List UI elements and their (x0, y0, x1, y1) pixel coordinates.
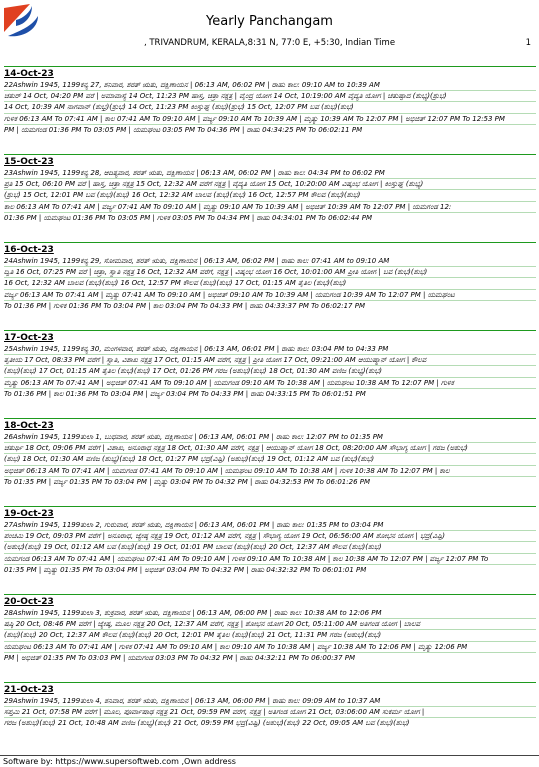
day-line: ಯಮಗಂಡ 06:13 AM To 07:41 AM | ಯಮಘಂಟ 07:41 AM To 09:10 AM | ಗುಳಿಕ 09:10 AM To 10:38 AM | ಕಾಲ 10:38 AM To 12:07 PM | ವರ್ಜ್ಯ 12:07 PM To (4, 554, 536, 565)
day-line: ದ್ವಿತಿ 16 Oct, 07:25 PM ವರೆ | ಚಿತ್ರಾ, ಸ್ವಾತಿ ನಕ್ಷತ್ರ 16 Oct, 12:32 AM ವರೆಗೆ, ನಕ್ಷತ್ರ | ವಿಷ್ಕಂಭ ಯೋಗ 16 Oct, 10:01:00 AM ಪ್ರೀತಿ ಯೋಗ | ಬವ (ಶುಭ)(ಶುಭ) (4, 267, 536, 278)
day-line: To 01:35 PM | ವರ್ಜ್ಯ 01:35 PM To 03:04 PM | ಮೃತ್ಯು 03:04 PM To 04:32 PM | ರಾಹು 04:32:53 PM To 06:01:26 PM (4, 477, 371, 486)
day-line: ಪ್ರತಿ 15 Oct, 06:10 PM ವರೆ | ಹಾಸ್ತ, ಚಿತ್ರಾ ನಕ್ಷತ್ರ 15 Oct, 12:32 AM ವರೆಗೆ ನಕ್ಷತ್ರ | ವೈದ್ಯತಿ ಯೋಗ 15 Oct, 10:20:00 AM ವಿಷ್ಕಂಭ ಯೋಗ | ಕಿಂಸ್ತುಘ್ನ (ಶುಭ್ಯ) (4, 179, 536, 190)
day-line: 01:36 PM | ಯಮಘಂಟ 01:36 PM To 03:05 PM | ಗುಳಿಕ 03:05 PM To 04:34 PM | ರಾಹು 04:34:01 PM To 06:02:44 PM (4, 213, 372, 222)
day-block (4, 418, 536, 506)
day-line: (ಶ್ರುಭ) 15 Oct, 12:01 PM ಬವ (ಶುಭ)(ಶುಭ) 16 Oct, 12:32 AM ಬಾಲವ (ಶುಭ)(ಶುಭ) 16 Oct, 12:57 PM ಕೌಲವ (ಶುಭ)(ಶುಭ) (4, 190, 536, 201)
day-line: 14 Oct, 10:39 AM ನಾಗವಾನ್ (ಶುಭ್ರ)(ಶ್ರುಭ) 14 Oct, 11:23 PM ಕಿಂಸ್ತುಘ್ನ (ಶುಭ)(ಶ್ರುಭ) 15 Oct, 12:07 PM ಬವ (ಶುಭ)(ಶುಭ) (4, 102, 536, 113)
day-line: ಯಮಘಂಟ 06:13 AM To 07:41 AM | ಗುಳಿಕ 07:41 AM To 09:10 AM | ಕಾಲ 09:10 AM To 10:38 AM | ವರ್ಜ್ಯ 10:38 AM To 12:06 PM | ಮೃತ್ಯು 12:06 PM (4, 642, 536, 653)
day-date: 16-Oct-23 (4, 245, 54, 255)
day-line: 26Ashwin 1945, 1199ತುಲಾ 1, ಬುಧವಾರ, ಶರತ್ ಋತು, ದಕ್ಷಿಣಾಯನ | 06:13 AM, 06:01 PM | ರಾಹು ಕಾಲ: 12:07 PM to 01:35 PM (4, 432, 536, 443)
day-line: ಸಪ್ತಮಿ 21 Oct, 07:58 PM ವರೆಗೆ | ಮೂಲ, ಪೂರ್ವಾಷಾಢ ನಕ್ಷತ್ರ 21 Oct, 09:59 PM ವರೆಗೆ, ನಕ್ಷತ್ರ | ಅತಿಗಂಡ ಯೋಗ 21 Oct, 03:06:00 AM ಸುಕರ್ಮ ಯೋಗ | (4, 707, 536, 718)
day-line: ಷಷ್ಠಿ 20 Oct, 08:46 PM ವರೆಗೆ | ಜ್ಯೇಷ್ಠ, ಮೂಲ ನಕ್ಷತ್ರ 20 Oct, 12:37 AM ವರೆಗೆ, ನಕ್ಷತ್ರ | ಶೋಭನ ಯೋಗ 20 Oct, 05:11:00 AM ಅತಿಗಂಡ ಯೋಗ | ಬಾಲವ (4, 619, 536, 630)
day-line: 16 Oct, 12:32 AM ಬಾಲವ (ಶುಭ)(ಶುಭ) 16 Oct, 12:57 PM ಕೌಲವ (ಶುಭ)(ಶುಭ) 17 Oct, 01:15 AM ತೈತಿಲ (ಶುಭ)(ಶುಭ) (4, 278, 536, 289)
day-block (4, 594, 536, 682)
day-date: 18-Oct-23 (4, 421, 54, 431)
day-block (4, 154, 536, 242)
day-block (4, 682, 536, 753)
day-line: (ಅಶುಭ)(ಶುಭ) 19 Oct, 01:12 AM ಬವ (ಶುಭ)(ಶುಭ) 19 Oct, 01:01 PM ಬಾಲವ (ಶುಭ)(ಶುಭ) 20 Oct, 12:37 AM ಕೌಲವ (ಶುಭ)(ಶುಭ) (4, 542, 536, 553)
day-date: 15-Oct-23 (4, 157, 54, 167)
day-line: 22Ashwin 1945, 1199ಕನ್ಯ 27, ಶನಿವಾರ, ಶರತ್ ಋತು, ದಕ್ಷಿಣಾಯನ | 06:13 AM, 06:02 PM | ರಾಹು ಕಾಲ: 09:10 AM to 10:39 AM (4, 80, 536, 91)
day-line: To 01:36 PM | ಕಾಲ 01:36 PM To 03:04 PM | ವರ್ಜ್ಯ 03:04 PM To 04:33 PM | ರಾಹು 04:33:15 PM To 06:01:51 PM (4, 389, 366, 398)
day-line: ಗುಳಿಕ 06:13 AM To 07:41 AM | ಕಾಲ 07:41 AM To 09:10 AM | ವರ್ಜ್ಯ 09:10 AM To 10:39 AM | ಮೃತ್ಯು 10:39 AM To 12:07 PM | ಅಭಿಜಿತ್ 12:07 PM To 12:53 PM (4, 114, 536, 125)
day-line: ಚತುರ್ಥಿ 18 Oct, 09:06 PM ವರೆಗೆ | ವಿಶಾಖ, ಅನೂರಾಧ ನಕ್ಷತ್ರ 18 Oct, 01:30 AM ವರೆಗೆ, ನಕ್ಷತ್ರ | ಆಯುಷ್ಮಾನ್ ಯೋಗ 18 Oct, 08:20:00 AM ಸೌಭಾಗ್ಯ ಯೋಗ | ಗರಜ (ಅಶುಭ) (4, 443, 536, 454)
day-line: 25Ashwin 1945, 1199ಕನ್ಯ 30, ಮಂಗಳವಾರ, ಶರತ್ ಋತು, ದಕ್ಷಿಣಾಯನ | 06:13 AM, 06:01 PM | ರಾಹು ಕಾಲ: 03:04 PM to 04:33 PM (4, 344, 536, 355)
day-line: (ಶುಭ) 18 Oct, 01:30 AM ವಣಿಜ (ಶುಭ್ಯ)(ಶುಭ) 18 Oct, 01:27 PM ಭದ್ರ(ವಿಷ್ಟಿ) (ಅಶುಭ)(ಶುಭ) 19 Oct, 01:12 AM ಬವ (ಶುಭ)(ಶುಭ) (4, 454, 536, 465)
day-date: 14-Oct-23 (4, 69, 54, 79)
day-block (4, 66, 536, 154)
day-line: 01:35 PM | ಮೃತ್ಯು 01:35 PM To 03:04 PM | ಅಭಿಜಿತ್ 03:04 PM To 04:32 PM | ರಾಹು 04:32:32 PM To 06:01:01 PM (4, 565, 367, 574)
day-line: 27Ashwin 1945, 1199ತುಲಾ 2, ಗುರುವಾರ, ಶರತ್ ಋತು, ದಕ್ಷಿಣಾಯನ | 06:13 AM, 06:01 PM | ರಾಹು ಕಾಲ: 01:35 PM to 03:04 PM (4, 520, 536, 531)
day-line: 28Ashwin 1945, 1199ತುಲಾ 3, ಶುಕ್ರವಾರ, ಶರತ್ ಋತು, ದಕ್ಷಿಣಾಯನ | 06:13 AM, 06:00 PM | ರಾಹು ಕಾಲ: 10:38 AM to 12:06 PM (4, 608, 536, 619)
day-line: ಪಂಚಮಿ 19 Oct, 09:03 PM ವರೆಗೆ | ಅನೂರಾಧ, ಜ್ಯೇಷ್ಠ ನಕ್ಷತ್ರ 19 Oct, 01:12 AM ವರೆಗೆ, ನಕ್ಷತ್ರ | ಸೌಭಾಗ್ಯ ಯೋಗ 19 Oct, 06:56:00 AM ಶೋಭನ ಯೋಗ | ಭದ್ರ(ವಿಷ್ಟಿ) (4, 531, 536, 542)
day-line: ಚತುರ್ 14 Oct, 04:20 PM ವರೆ | ಅಮಾವಾಸ್ಯೆ 14 Oct, 11:23 PM ಹಾಸ್ತ, ಚಿತ್ರಾ ನಕ್ಷತ್ರ | ವೈಂದ್ರ ಯೋಗ 14 Oct, 10:19:00 AM ವೈದ್ಯತಿ ಯೋಗ | ಚತುಷ್ಪಾದ (ಶುಭ್ಯ)(ಶ್ರುಭ) (4, 91, 536, 102)
day-line: ಅಭಿಜಿತ್ 06:13 AM To 07:41 AM | ಯಮಗಂಡ 07:41 AM To 09:10 AM | ಯಮಘಂಟ 09:10 AM To 10:38 AM | ಗುಳಿಕ 10:38 AM To 12:07 PM | ಕಾಲ (4, 466, 536, 477)
day-line: ಕಾಲ 06:13 AM To 07:41 AM | ವರ್ಜ್ಯ 07:41 AM To 09:10 AM | ಮೃತ್ಯು 09:10 AM To 10:39 AM | ಅಭಿಜಿತ್ 10:39 AM To 12:07 PM | ಯಮಗಂಡ 12: (4, 202, 536, 213)
day-line: PM | ಅಭಿಜಿತ್ 01:35 PM To 03:03 PM | ಯಮಗಂಡ 03:03 PM To 04:32 PM | ರಾಹು 04:32:11 PM To 06:00:37 PM (4, 653, 356, 662)
day-date: 17-Oct-23 (4, 333, 54, 343)
day-line: ವರ್ಜ್ಯ 06:13 AM To 07:41 AM | ಮೃತ್ಯು 07:41 AM To 09:10 AM | ಅಭಿಜಿತ್ 09:10 AM To 10:39 AM | ಯಮಗಂಡ 10:39 AM To 12:07 PM | ಯಮಘಂಟ (4, 290, 536, 301)
day-line: (ಶುಭ)(ಶುಭ) 17 Oct, 01:15 AM ತೈತಿಲ (ಶುಭ)(ಶುಭ) 17 Oct, 01:26 PM ಗರಜ (ಅಶುಭ)(ಶುಭ) 18 Oct, 01:30 AM ವಣಿಜ (ಶುಭ್ಯ)(ಶುಭ) (4, 366, 536, 377)
day-date: 20-Oct-23 (4, 597, 54, 607)
day-line: 29Ashwin 1945, 1199ತುಲಾ 4, ಶನಿವಾರ, ಶರತ್ ಋತು, ದಕ್ಷಿಣಾಯನ | 06:13 AM, 06:00 PM | ರಾಹು ಕಾಲ: 09:09 AM to 10:37 AM (4, 696, 536, 707)
day-date: 21-Oct-23 (4, 685, 54, 695)
day-line: To 01:36 PM | ಗುಳಿಕ 01:36 PM To 03:04 PM | ಕಾಲ 03:04 PM To 04:33 PM | ರಾಹು 04:33:37 PM To 06:02:17 PM (4, 301, 365, 310)
day-line: PM | ಯಮಗಂಡ 01:36 PM To 03:05 PM | ಯಮಘಂಟ 03:05 PM To 04:36 PM | ರಾಹು 04:34:25 PM To 06:02:11 PM (4, 125, 363, 134)
location-subtitle: , TRIVANDRUM, KERALA,8:31 N, 77:0 E, +5:30, Indian Time (143, 38, 396, 48)
day-block (4, 242, 536, 330)
day-block (4, 506, 536, 594)
day-line: (ಶುಭ)(ಶುಭ) 20 Oct, 12:37 AM ಕೌಲವ (ಶುಭ)(ಶುಭ) 20 Oct, 12:01 PM ತೈತಿಲ (ಶುಭ)(ಶುಭ) 21 Oct, 11:31 PM ಗರಜ (ಅಶುಭ)(ಶುಭ) (4, 630, 536, 641)
day-line: ತೃತೀಯ 17 Oct, 08:33 PM ವರೆಗೆ | ಸ್ವಾತಿ, ವಿಶಾಖ ನಕ್ಷತ್ರ 17 Oct, 01:15 AM ವರೆಗೆ, ನಕ್ಷತ್ರ | ಪ್ರೀತಿ ಯೋಗ 17 Oct, 09:21:00 AM ಆಯುಷ್ಮಾನ್ ಯೋಗ | ಕೌಲವ (4, 355, 536, 366)
day-list (4, 66, 536, 753)
day-line: ಮೃತ್ಯು 06:13 AM To 07:41 AM | ಅಭಿಜಿತ್ 07:41 AM To 09:10 AM | ಯಮಗಂಡ 09:10 AM To 10:38 AM | ಯಮಘಂಟ 10:38 AM To 12:07 PM | ಗುಳಿಕ (4, 378, 536, 389)
page-title: Yearly Panchangam (206, 14, 333, 29)
page-number: 1 (525, 38, 531, 48)
day-line: 24Ashwin 1945, 1199ಕನ್ಯ 29, ಸೋಮವಾರ, ಶರತ್ ಋತು, ದಕ್ಷಿಣಾಯನ | 06:13 AM, 06:02 PM | ರಾಹು ಕಾಲ: 07:41 AM to 09:10 AM (4, 256, 536, 267)
day-line: 23Ashwin 1945, 1199ಕನ್ಯ 28, ಆದಿತ್ಯವಾರ, ಶರತ್ ಋತು, ದಕ್ಷಿಣಾಯನ | 06:13 AM, 06:02 PM | ರಾಹು ಕಾಲ: 04:34 PM to 06:02 PM (4, 168, 536, 179)
day-block (4, 330, 536, 418)
day-line: ಗರಜ (ಅಶುಭ)(ಶುಭ) 21 Oct, 10:48 AM ವಣಿಜ (ಶುಭ್ಯ)(ಶುಭ) 21 Oct, 09:59 PM ಭದ್ರ(ವಿಷ್ಟಿ) (ಅಶುಭ)(ಶುಭ) 22 Oct, 09:05 AM ಬವ (ಶುಭ)(ಶುಭ) (4, 719, 410, 728)
footer-credit: Software by: https://www.supersoftweb.com ,Own address (0, 755, 539, 767)
day-date: 19-Oct-23 (4, 509, 54, 519)
